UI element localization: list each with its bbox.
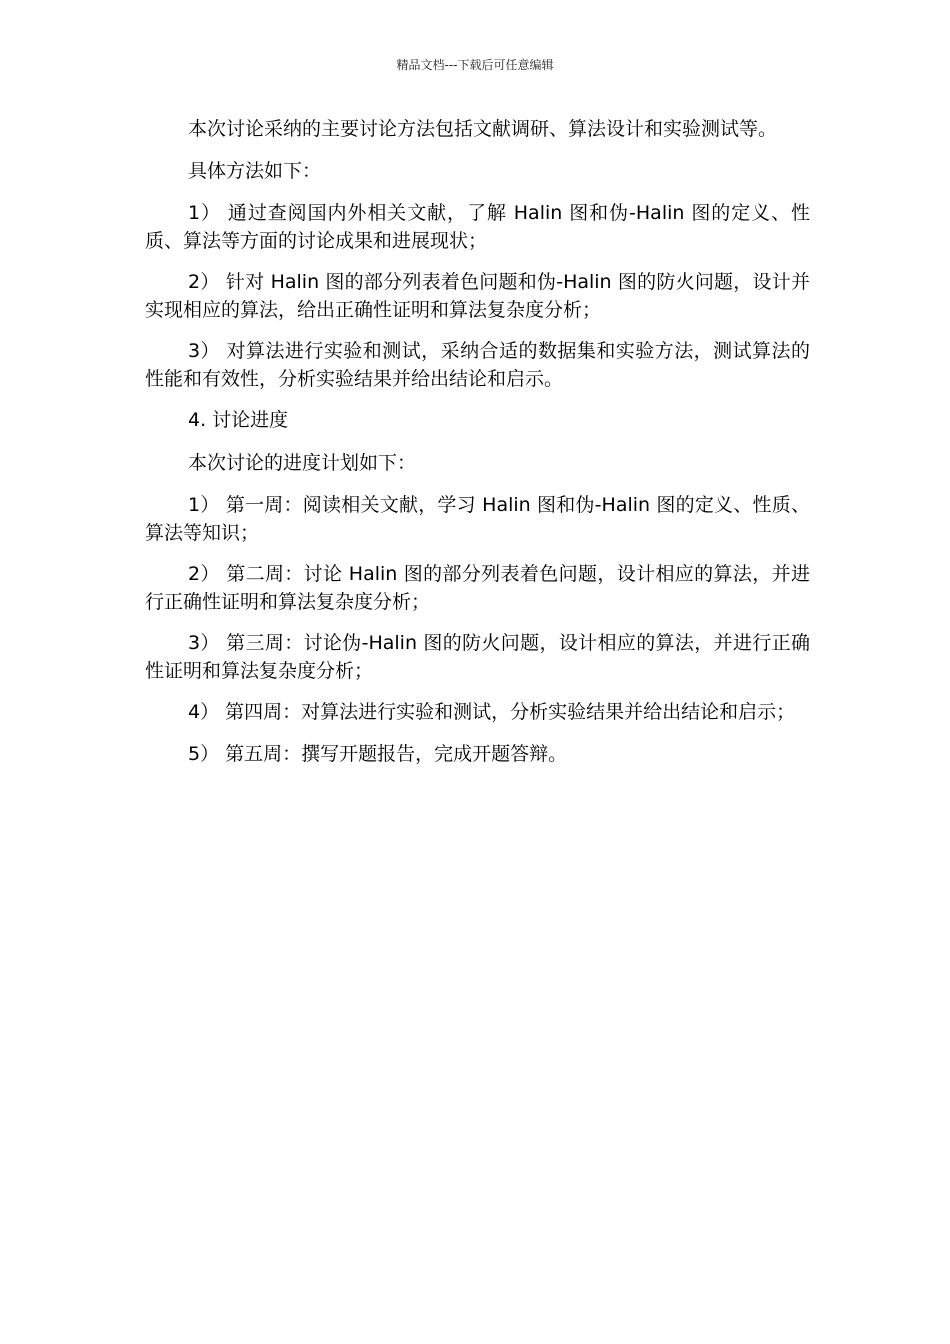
page-header: 精品文档---下载后可任意编辑 (396, 58, 554, 72)
paragraph-week-5: 5） 第五周：撰写开题报告，完成开题答辩。 (188, 742, 568, 765)
paragraph-method-2: 2） 针对 Halin 图的部分列表着色问题和伪-Halin 图的防火问题，设计并实现相应的算法，给出正确性证明和算法复杂度分析； (145, 271, 810, 321)
paragraph-week-1: 1） 第一周：阅读相关文献，学习 Halin 图和伪-Halin 图的定义、性质、算法等知识； (145, 494, 810, 544)
paragraph-week-4: 4） 第四周：对算法进行实验和测试，分析实验结果并给出结论和启示； (188, 701, 796, 723)
paragraph-schedule-intro: 本次讨论的进度计划如下： (188, 451, 417, 474)
paragraph-week-2: 2） 第二周：讨论 Halin 图的部分列表着色问题，设计相应的算法，并进行正确性证明和算法复杂度分析； (145, 563, 810, 613)
paragraph-method-1: 1） 通过查阅国内外相关文献，了解 Halin 图和伪-Halin 图的定义、性质、算法等方面的讨论成果和进展现状； (145, 202, 810, 252)
section-heading-progress: 4. 讨论进度 (188, 409, 289, 431)
paragraph-methods-heading: 具体方法如下： (188, 159, 322, 182)
paragraph-method-3: 3） 对算法进行实验和测试，采纳合适的数据集和实验方法，测试算法的性能和有效性，分析实验结果并给出结论和启示。 (145, 340, 810, 390)
paragraph-research-methods-intro: 本次讨论采纳的主要讨论方法包括文献调研、算法设计和实验测试等。 (188, 118, 778, 140)
paragraph-week-3: 3） 第三周：讨论伪-Halin 图的防火问题，设计相应的算法，并进行正确性证明和算法复杂度分析； (145, 632, 810, 682)
document-body (145, 116, 810, 783)
